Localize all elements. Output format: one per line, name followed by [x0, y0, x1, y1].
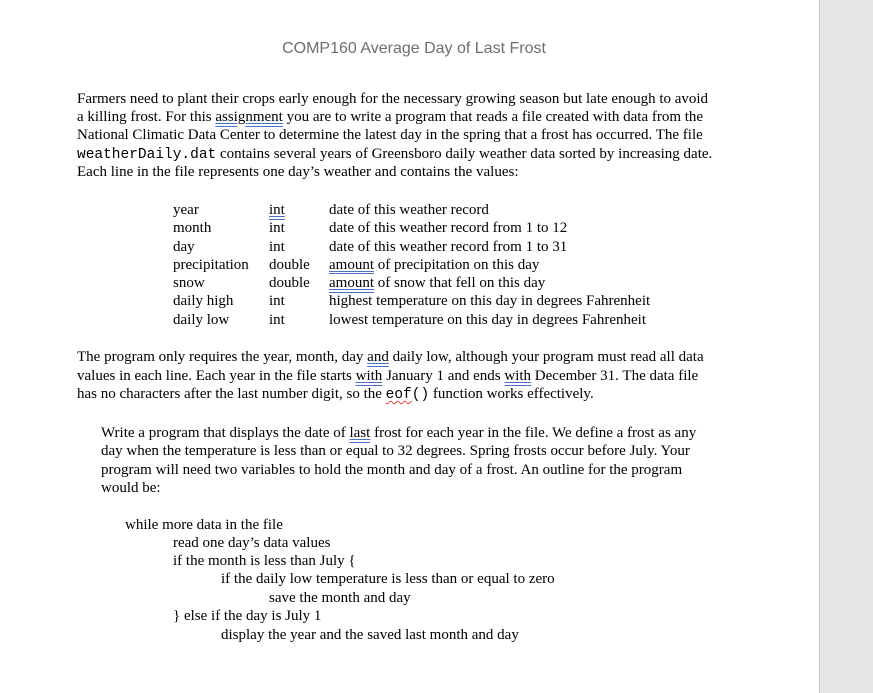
document-gutter [820, 0, 873, 693]
para2-line-1 [77, 348, 704, 366]
intro-text: contains several years of Greensboro daily weather data sorted by increasing date. [216, 146, 713, 162]
field-description-rest: of snow that fell on this day [374, 275, 546, 292]
grammar-flag-word[interactable]: with [355, 368, 383, 384]
para-text: has no characters after the last number digit, so the [77, 386, 386, 402]
field-description-rest: of precipitation on this day [374, 256, 540, 273]
outline-line: while more data in the file [125, 517, 283, 533]
para-text: January 1 and ends [382, 368, 505, 384]
eof-parens: () [411, 387, 430, 403]
field-description [329, 256, 650, 274]
field-name: daily low [173, 311, 230, 328]
grammar-flag-word[interactable]: assignment [215, 109, 283, 125]
intro-text: you are to write a program that reads a file created with data from the [282, 109, 704, 125]
field-type: int [269, 293, 285, 310]
outline-line: if the daily low temperature is less than or equal to zero [221, 571, 555, 587]
field-name: month [173, 220, 212, 237]
document-title: COMP160 Average Day of Last Frost [282, 40, 546, 57]
grammar-flag-word[interactable]: and [367, 349, 389, 365]
grammar-flag-word[interactable]: int [269, 202, 285, 218]
para2-line-3 [77, 385, 594, 404]
para3-line-4: would be: [101, 480, 161, 496]
para3-line-3: program will need two variables to hold the month and day of a frost. An outline for the program [101, 462, 683, 478]
field-type: int [269, 311, 285, 328]
field-type: double [269, 275, 310, 292]
field-type: int [269, 238, 285, 255]
para-text: Write a program that displays the date of [101, 425, 350, 441]
field-name: precipitation [173, 256, 249, 273]
intro-line-5: Each line in the file represents one day’s weather and contains the values: [77, 164, 519, 180]
para3-line-2: day when the temperature is less than or equal to 32 degrees. Spring frosts occur before July. Your [101, 443, 690, 459]
field-name: day [173, 238, 195, 255]
para-text: function works effectively. [429, 386, 594, 402]
outline-line: save the month and day [269, 590, 411, 606]
para3-line-1 [101, 424, 696, 442]
grammar-flag-word[interactable]: last [349, 425, 371, 441]
para-text: daily low, although your program must read all data [388, 349, 704, 365]
intro-line-2 [77, 108, 703, 126]
grammar-flag-word[interactable]: amount [329, 275, 374, 292]
para-text: values in each line. Each year in the file starts [77, 368, 356, 384]
intro-text: a killing frost. For this [77, 109, 216, 125]
field-name: daily high [173, 293, 234, 310]
para-text: frost for each year in the file. We define a frost as any [370, 425, 697, 441]
outline-line: read one day’s data values [173, 535, 331, 551]
eof-code [386, 387, 430, 403]
intro-line-4 [77, 145, 712, 164]
field-names-column [173, 201, 249, 329]
field-description: date of this weather record [329, 202, 489, 218]
field-types-column [269, 201, 310, 329]
field-description: date of this weather record from 1 to 12 [329, 220, 568, 237]
field-description [329, 274, 650, 292]
intro-line-1: Farmers need to plant their crops early enough for the necessary growing season but late enough to avoid [77, 91, 709, 107]
field-name: year [173, 202, 199, 218]
field-description: lowest temperature on this day in degrees Fahrenheit [329, 311, 646, 328]
grammar-flag-word[interactable]: with [504, 368, 532, 384]
field-type [269, 201, 310, 219]
outline-line: } else if the day is July 1 [173, 608, 322, 624]
spelling-flag-word[interactable]: eof [385, 387, 412, 403]
field-description: date of this weather record from 1 to 31 [329, 238, 568, 255]
para2-line-2 [77, 367, 698, 385]
field-descriptions-column [329, 201, 650, 329]
grammar-flag-word[interactable]: amount [329, 256, 374, 273]
para-text: December 31. The data file [531, 368, 699, 384]
field-name: snow [173, 275, 205, 292]
filename-code: weatherDaily.dat [77, 147, 217, 163]
field-type: int [269, 220, 285, 237]
para-text: The program only requires the year, month, day [77, 349, 368, 365]
intro-line-3: National Climatic Data Center to determine the latest day in the spring that a frost has occurred. The file [77, 127, 703, 143]
outline-line: if the month is less than July { [173, 553, 356, 569]
field-type: double [269, 256, 310, 273]
field-description: highest temperature on this day in degrees Fahrenheit [329, 293, 651, 310]
outline-line: display the year and the saved last month and day [221, 627, 519, 643]
